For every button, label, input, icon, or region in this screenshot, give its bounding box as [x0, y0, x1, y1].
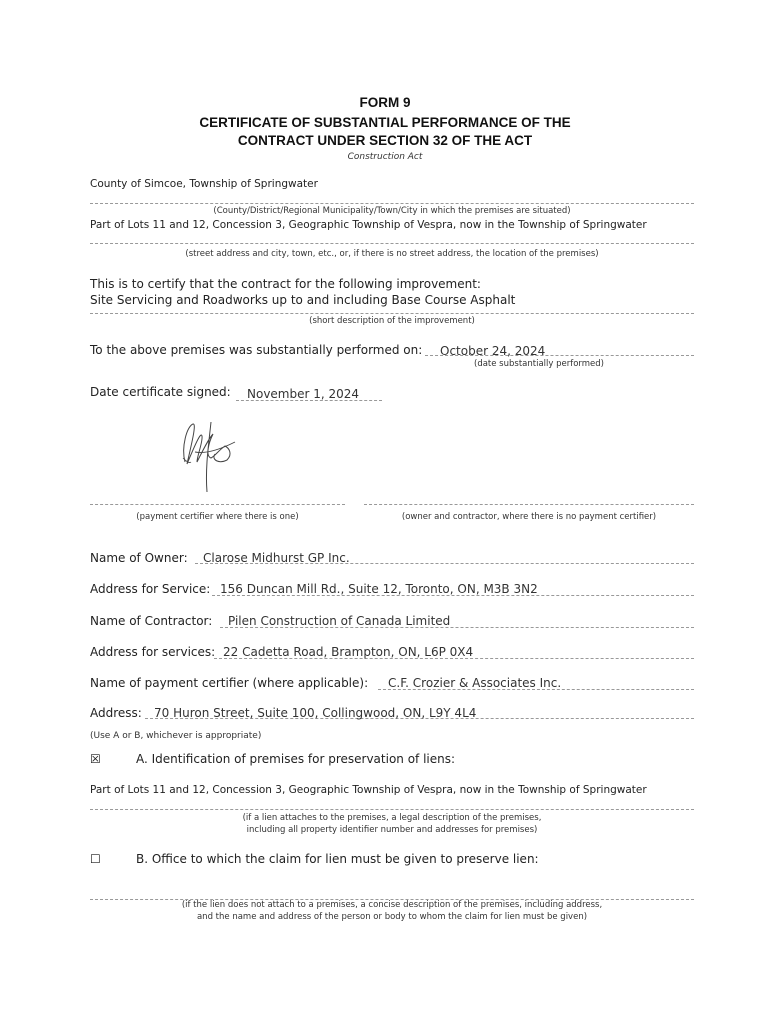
improvement-description: Site Servicing and Roadworks up to and including Base Course Asphalt [90, 293, 516, 307]
act-name: Construction Act [347, 152, 423, 162]
form-number: FORM 9 [359, 95, 411, 110]
option-a-caption-line2: including all property identifier number and addresses for premises) [246, 825, 538, 835]
form-title-line1: CERTIFICATE OF SUBSTANTIAL PERFORMANCE OF THE [199, 115, 571, 130]
owner-address-value: 156 Duncan Mill Rd., Suite 12, Toronto, ON, M3B 3N2 [220, 582, 538, 596]
payment-certifier-label: Name of payment certifier (where applicable): [90, 676, 369, 690]
improvement-line [90, 313, 694, 314]
option-a-label: A. Identification of premises for preservation of liens: [136, 752, 456, 766]
option-b-caption-line2: and the name and address of the person or body to whom the claim for lien must be given) [196, 912, 588, 922]
municipality-line [90, 203, 694, 204]
date-signed-label: Date certificate signed: [90, 385, 231, 399]
municipality-caption: (County/District/Regional Municipality/Town/City in which the premises are situated) [213, 206, 571, 216]
owner-contractor-signature-line [364, 504, 694, 505]
improvement-intro: This is to certify that the contract for the following improvement: [90, 277, 481, 291]
performance-date-value: October 24, 2024 [440, 344, 546, 358]
contractor-value: Pilen Construction of Canada Limited [228, 614, 451, 628]
performance-label: To the above premises was substantially performed on: [90, 343, 423, 357]
owner-label: Name of Owner: [90, 551, 188, 565]
option-b-label: B. Office to which the claim for lien must be given to preserve lien: [136, 852, 539, 866]
payment-certifier-address-label: Address: [90, 706, 142, 720]
option-a-value: Part of Lots 11 and 12, Concession 3, Geographic Township of Vespra, now in the Township of Springwater [90, 784, 647, 796]
contractor-address-value: 22 Cadetta Road, Brampton, ON, L6P 0X4 [223, 645, 474, 659]
contractor-address-label: Address for services: [90, 645, 216, 659]
premises-address-line [90, 243, 694, 244]
owner-contractor-caption: (owner and contractor, where there is no payment certifier) [401, 512, 657, 522]
date-signed-value: November 1, 2024 [247, 387, 360, 401]
option-b-caption-line1: (if the lien does not attach to a premises, a concise description of the premises, including address, [181, 900, 603, 910]
option-a-caption-line1: (if a lien attaches to the premises, a legal description of the premises, [242, 813, 542, 823]
form-title-line2: CONTRACT UNDER SECTION 32 OF THE ACT [237, 133, 533, 148]
option-b-checkbox[interactable]: ☐ [90, 852, 101, 866]
performance-caption: (date substantially performed) [474, 359, 604, 369]
option-a-line [90, 809, 694, 810]
owner-value: Clarose Midhurst GP Inc. [203, 551, 350, 565]
owner-address-label: Address for Service: [90, 582, 211, 596]
payment-certifier-value: C.F. Crozier & Associates Inc. [388, 676, 562, 690]
contractor-label: Name of Contractor: [90, 614, 213, 628]
municipality-value: County of Simcoe, Township of Springwater [90, 178, 318, 190]
payment-certifier-caption: (payment certifier where there is one) [136, 512, 299, 522]
option-a-checkbox[interactable]: ☒ [90, 752, 101, 766]
payment-certifier-signature-line [90, 504, 345, 505]
use-a-or-b-note: (Use A or B, whichever is appropriate) [90, 731, 262, 741]
signature-graphic [175, 412, 245, 497]
improvement-caption: (short description of the improvement) [309, 316, 475, 326]
payment-certifier-address-value: 70 Huron Street, Suite 100, Collingwood, ON, L9Y 4L4 [154, 706, 477, 720]
premises-address-value: Part of Lots 11 and 12, Concession 3, Geographic Township of Vespra, now in the Township of Springwater [90, 219, 647, 231]
premises-address-caption: (street address and city, town, etc., or, if there is no street address, the location of the premises) [185, 249, 599, 259]
